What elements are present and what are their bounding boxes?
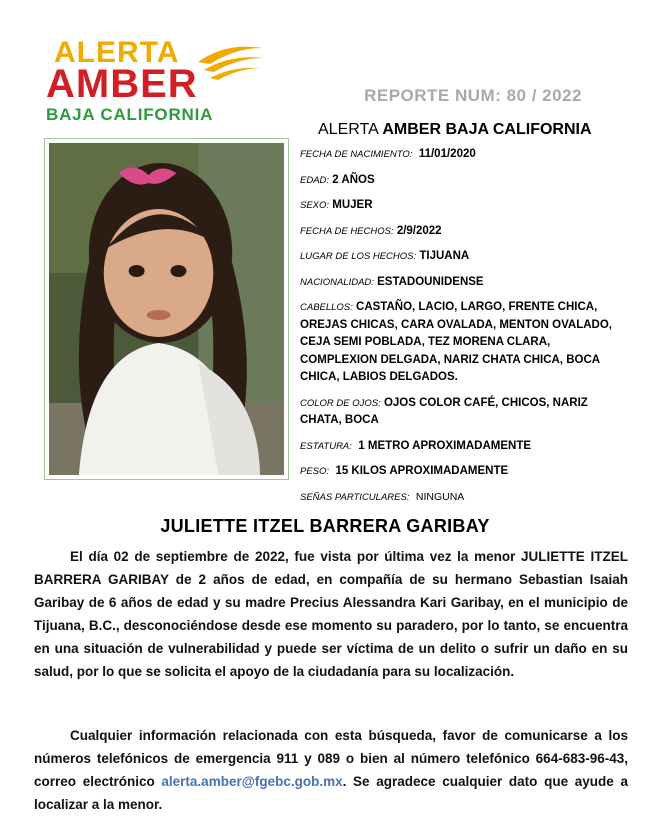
field-age: EDAD: 2 AÑOS bbox=[300, 173, 375, 186]
field-height: ESTATURA: 1 METRO APROXIMADAMENTE bbox=[300, 439, 532, 452]
field-date-of-events: FECHA DE HECHOS: 2/9/2022 bbox=[300, 224, 442, 237]
field-nationality: NACIONALIDAD: ESTADOUNIDENSE bbox=[300, 275, 484, 288]
field-hair-description: CABELLOS: CASTAÑO, LACIO, LARGO, FRENTE CHICA, OREJAS CHICAS, CARA OVALADA, MENTON OVALADO, CEJA SEMI POBLADA, TEZ MORENA CLARA, COMPLEXION DELGADA, NARIZ CHATA CHICA, BOCA CHICA, LABIOS DELGADOS. bbox=[300, 301, 613, 383]
logo-amber-text: AMBER bbox=[46, 62, 198, 106]
missing-child-name: JULIETTE ITZEL BARRERA GARIBAY bbox=[160, 516, 490, 536]
alerta-amber-logo bbox=[46, 38, 264, 128]
description-paragraph: El día 02 de septiembre de 2022, fue vista por última vez la menor JULIETTE ITZEL BARRERA GARIBAY de 2 años de edad, en compañía de su hermano Sebastian Isaiah Garibay de 6 años de edad y su madre Precius Alessandra Kari Garibay, en el municipio de Tijuana, B.C., desconociéndose desde ese momento su paradero, por lo tanto, se encuentra en una situación de vulnerabilidad y puede ser víctima de un delito o sufrir un daño en su salud, por lo que se solicita el apoyo de la ciudadanía para su localización. bbox=[34, 549, 628, 679]
alert-heading-bold: AMBER BAJA CALIFORNIA bbox=[382, 121, 592, 138]
field-place-of-events: LUGAR DE LOS HECHOS: TIJUANA bbox=[300, 250, 470, 262]
alert-heading-prefix: ALERTA bbox=[318, 121, 378, 138]
report-number: REPORTE NUM: 80 / 2022 bbox=[364, 86, 582, 105]
contact-paragraph: Cualquier información relacionada con esta búsqueda, favor de comunicarse a los números telefónicos de emergencia 911 y 089 o bien al número telefónico 664-683-96-43, correo electrónico alerta.amber@fgebc.gob.mx. Se agradece cualquier dato que ayude a localizar a la menor. bbox=[34, 728, 628, 812]
field-distinguishing-marks: SEÑAS PARTICULARES: NINGUNA bbox=[300, 490, 465, 503]
contact-email-link[interactable]: alerta.amber@fgebc.gob.mx bbox=[161, 774, 343, 789]
logo-alerta-text: ALERTA bbox=[54, 36, 180, 69]
field-eye-color: COLOR DE OJOS: OJOS COLOR CAFÉ, CHICOS, NARIZ CHATA, BOCA bbox=[300, 396, 588, 426]
missing-child-photo bbox=[44, 138, 289, 480]
logo-baja-california-text: BAJA CALIFORNIA bbox=[46, 105, 214, 124]
field-weight: PESO: 15 KILOS APROXIMADAMENTE bbox=[300, 465, 509, 477]
child-details bbox=[300, 146, 630, 506]
logo-swoosh-icon bbox=[196, 40, 266, 80]
field-birthdate: FECHA DE NACIMIENTO: 11/01/2020 bbox=[300, 148, 476, 160]
alert-heading bbox=[318, 121, 592, 139]
field-sex: SEXO: MUJER bbox=[300, 199, 373, 211]
